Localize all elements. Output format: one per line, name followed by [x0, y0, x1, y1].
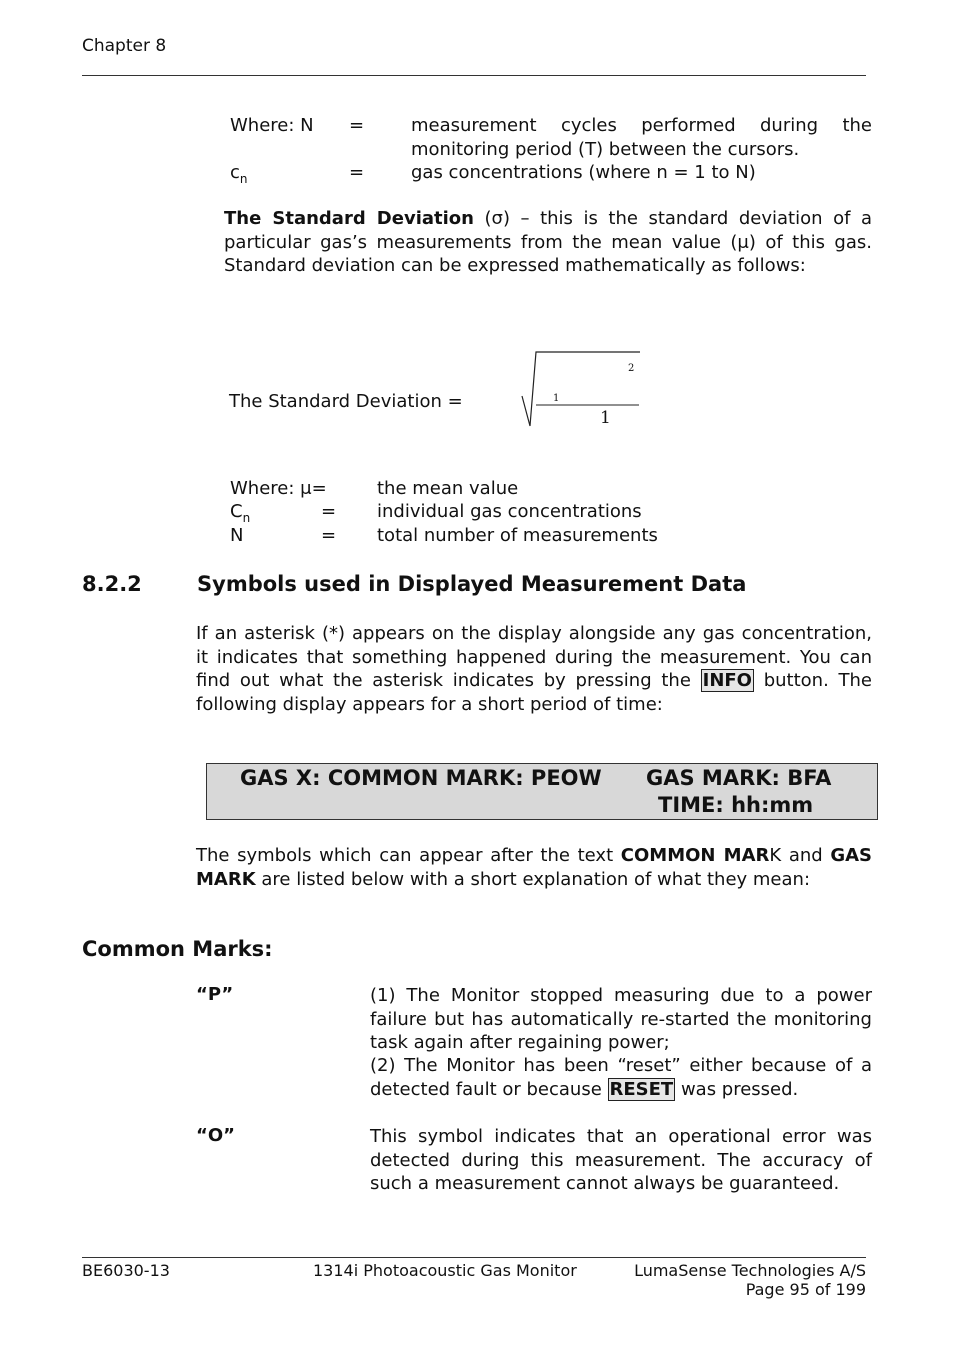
mark-p-symbol: “P” — [196, 984, 234, 1005]
formula-denominator: 1 — [600, 408, 611, 428]
where-n2-equals: = — [321, 525, 337, 546]
where-c-description: individual gas concentrations — [377, 501, 642, 522]
formula-label: The Standard Deviation = — [229, 391, 463, 412]
where-n2-description: total number of measurements — [377, 525, 658, 546]
where-c-variable: $C_n$ — [230, 501, 251, 525]
where-cn-description: gas concentrations (where n = 1 to N) — [411, 162, 756, 183]
footer-page-number: Page 95 of 199 — [745, 1280, 866, 1299]
where-n2-variable: N — [230, 525, 244, 546]
footer-company: LumaSense Technologies A/S — [634, 1261, 866, 1280]
where-n-equals: = — [349, 115, 365, 136]
formula-exponent: 2 — [628, 363, 635, 374]
where-c-equals: = — [321, 501, 337, 522]
display-line2: TIME: hh:mm — [658, 793, 814, 817]
chapter-header: Chapter 8 — [82, 36, 167, 56]
footer-product: 1314i Photoacoustic Gas Monitor — [313, 1261, 577, 1280]
common-marks-heading: Common Marks: — [82, 937, 273, 961]
info-key: INFO — [702, 670, 752, 691]
where-n-label: Where: N — [230, 115, 314, 136]
reset-key: RESET — [609, 1078, 674, 1100]
display-line1-left: GAS X: COMMON MARK: PEOW — [240, 766, 602, 790]
mark-p-desc1: (1) The Monitor stopped measuring due to a power failure but has automatically re-started the monitoring task again after regaining power; — [370, 985, 872, 1053]
sqrt-formula — [518, 348, 648, 432]
section-title: Symbols used in Displayed Measurement Data — [197, 572, 747, 596]
mark-p-desc2: (2) The Monitor has been “reset” either because of a detected fault or because RESET was pressed. — [370, 1055, 872, 1100]
mark-o-symbol: “O” — [196, 1125, 235, 1146]
std-dev-paragraph: The Standard Deviation (σ) – this is the standard deviation of a particular gas’s measurements from the mean value (μ) of this gas. Standard deviation can be expressed mathematically as follows: — [224, 208, 872, 276]
display-example-box — [206, 763, 878, 820]
formula-small-one: 1 — [553, 393, 560, 404]
symbols-paragraph: The symbols which can appear after the text COMMON MARK and GAS MARK are listed below with a short explanation of what they mean: — [196, 845, 872, 890]
section-number: 8.2.2 — [82, 572, 142, 596]
where-mu-label: Where: μ= — [230, 478, 327, 499]
radical-sign — [522, 352, 640, 426]
header-rule — [82, 75, 866, 76]
where-mu-description: the mean value — [377, 478, 519, 499]
where-cn-equals: = — [349, 162, 365, 183]
where-n-description: measurement cycles performed during the monitoring period (T) between the cursors. — [411, 115, 872, 160]
footer-rule — [82, 1257, 866, 1258]
asterisk-paragraph: If an asterisk (*) appears on the display alongside any gas concentration, it indicates that something happened during the measurement. You can find out what the asterisk indicates by pressing the INFO button. The following display appears for a short period of time: — [196, 623, 872, 715]
display-line1-right: GAS MARK: BFA — [646, 766, 832, 790]
where-cn-variable: $c_n$ — [230, 162, 248, 186]
footer-doc-id: BE6030-13 — [82, 1261, 170, 1280]
mark-o-desc: This symbol indicates that an operational error was detected during this measurement. The accuracy of such a measurement cannot always be guaranteed. — [370, 1126, 872, 1194]
